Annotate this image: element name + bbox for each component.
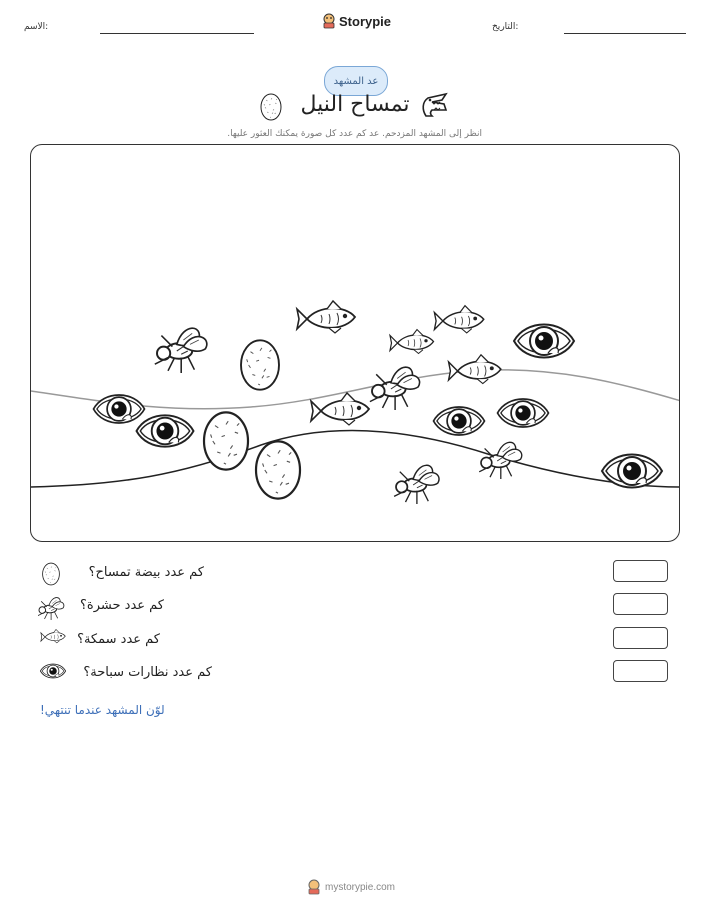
brand-name: Storypie	[339, 13, 392, 29]
egg-icon	[40, 562, 62, 586]
date-line[interactable]	[564, 33, 686, 34]
scene-goggles	[498, 399, 549, 427]
storypie-mascot-icon	[307, 879, 321, 895]
question-fish: كم عدد سمكة؟	[77, 632, 160, 647]
answer-box-goggles[interactable]	[613, 660, 668, 682]
scene-goggles	[514, 325, 574, 358]
question-eggs: كم عدد بيضة تمساح؟	[88, 565, 204, 580]
answer-box-eggs[interactable]	[613, 560, 668, 582]
scene-fly	[394, 465, 439, 504]
name-label: الاسم:	[24, 22, 49, 32]
footer-url: mystorypie.com	[325, 881, 396, 893]
scene-fish	[297, 301, 355, 333]
instruction-text: انظر إلى المشهد المزدحم. عد كم عدد كل صورة يمكنك العثور عليها.	[227, 129, 482, 139]
scene-drawing	[31, 145, 680, 542]
answer-box-insects[interactable]	[613, 593, 668, 615]
scene-fish	[449, 355, 501, 384]
brand-logo	[322, 13, 391, 29]
name-line[interactable]	[100, 33, 254, 34]
activity-badge: عد المشهد	[324, 66, 388, 96]
question-goggles: كم عدد نظارات سباحة؟	[83, 665, 212, 680]
eye-icon	[40, 660, 66, 682]
date-label: التاريخ:	[492, 22, 519, 32]
crocodile-icon	[420, 92, 450, 120]
question-insects: كم عدد حشرة؟	[80, 598, 164, 613]
scene-egg	[204, 412, 248, 469]
scene-goggles	[94, 395, 145, 423]
egg-icon	[258, 92, 284, 122]
scene-egg	[241, 340, 279, 389]
scene-goggles	[137, 415, 194, 446]
scene-goggles	[434, 407, 485, 435]
counting-scene	[30, 144, 680, 542]
scene-egg	[256, 441, 300, 498]
scene-fish	[434, 306, 483, 333]
scene-fish	[390, 330, 434, 354]
color-instruction: لوّن المشهد عندما تنتهي!	[40, 703, 165, 717]
page-title: تمساح النيل	[300, 92, 410, 117]
scene-fly	[479, 442, 522, 479]
fish-icon	[40, 628, 68, 646]
scene-fly	[155, 328, 207, 373]
storypie-mascot-icon	[322, 13, 336, 29]
scene-fly	[370, 367, 420, 410]
footer-logo	[307, 879, 395, 895]
water-line-lower	[31, 431, 680, 487]
fly-icon	[38, 594, 66, 620]
answer-box-fish[interactable]	[613, 627, 668, 649]
